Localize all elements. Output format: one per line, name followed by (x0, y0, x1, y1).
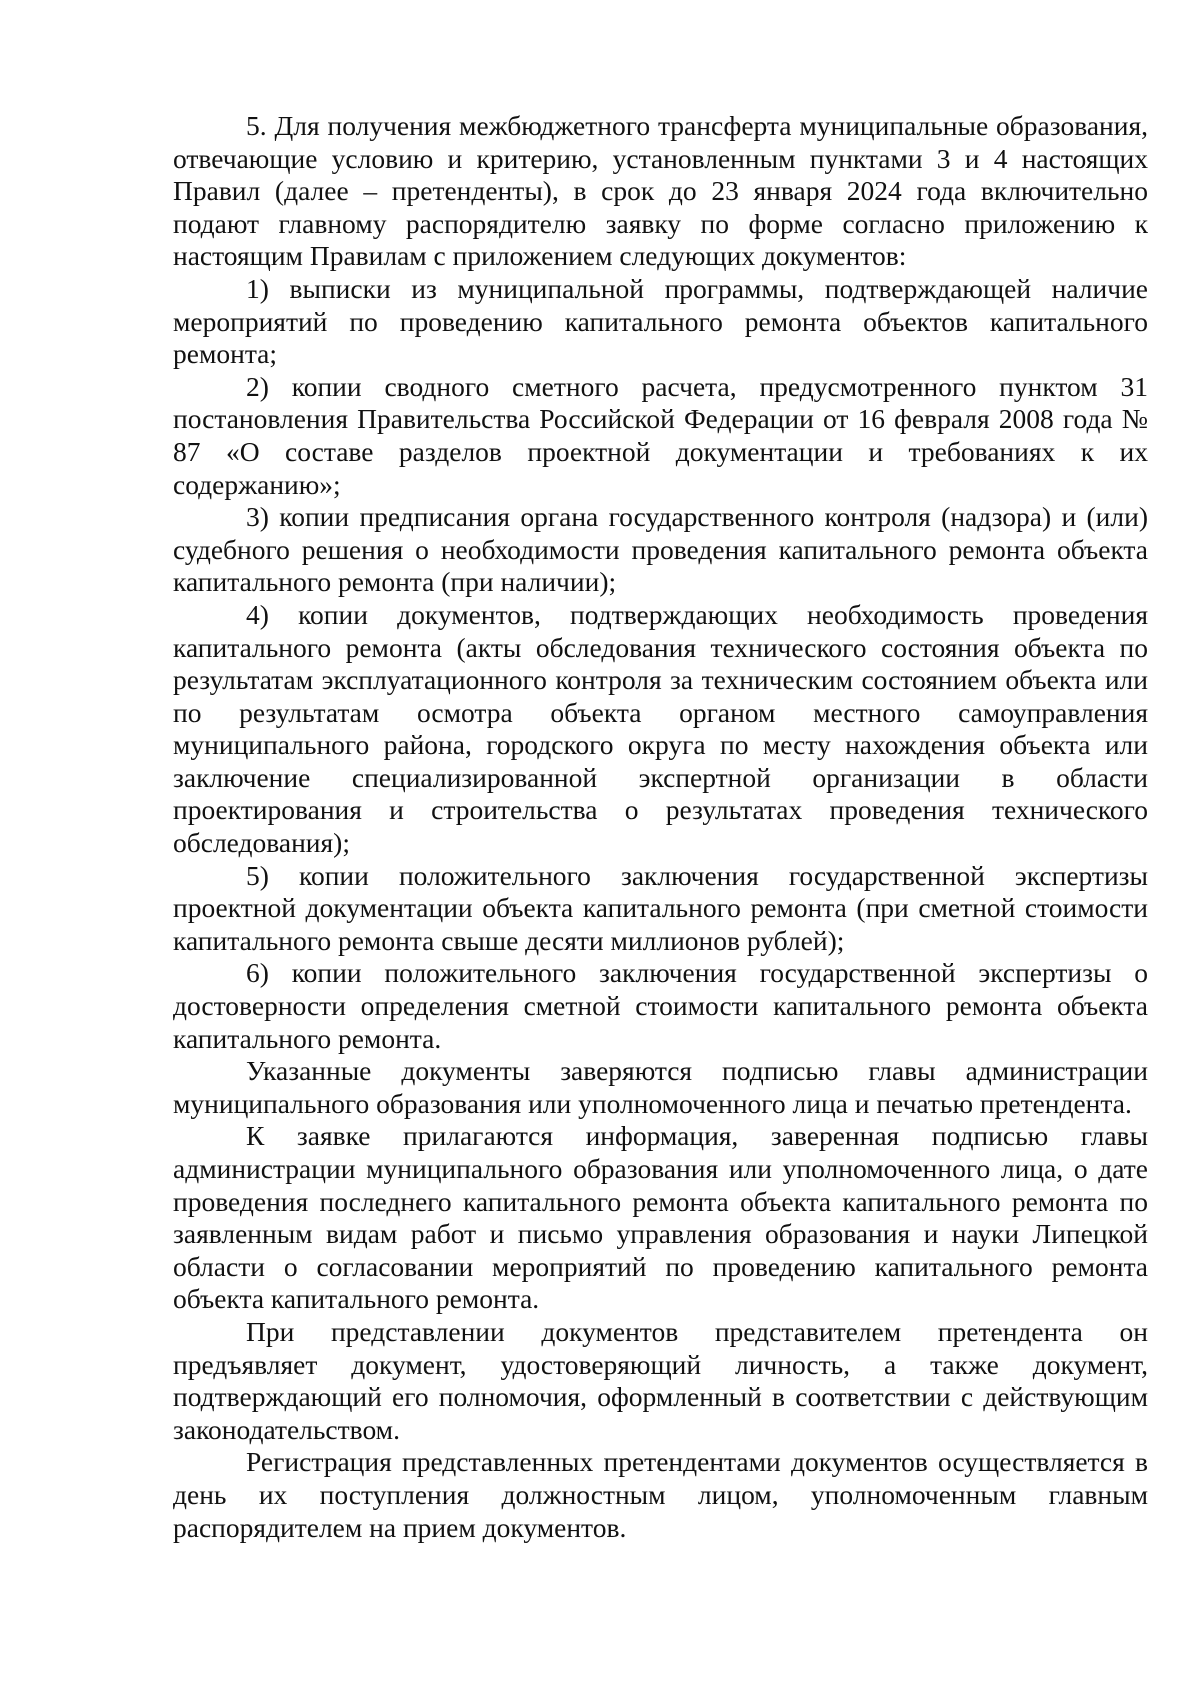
list-item-1: 1) выписки из муниципальной программы, подтверждающей наличие мероприятий по проведению капитального ремонта объектов капитального ремонта; (173, 272, 1148, 370)
list-item-5: 5) копии положительного заключения государственной экспертизы проектной документации объекта капитального ремонта (при сметной стоимости капитального ремонта свыше десяти миллионов рублей); (173, 859, 1148, 956)
list-item-4: 4) копии документов, подтверждающих необходимость проведения капитального ремонта (акты обследования технического состояния объекта по результатам эксплуатационного контроля за техническим состоянием объекта или по результатам осмотра объекта органом местного самоуправления муниципального района, городского округа по месту нахождения объекта или заключение специализированной экспертной организации в области проектирования и строительства о результатах проведения технического обследования); (173, 598, 1148, 859)
paragraph-registration: Регистрация представленных претендентами документов осуществляется в день их поступления должностным лицом, уполномоченным главным распорядителем на прием документов. (173, 1446, 1148, 1543)
list-item-3: 3) копии предписания органа государственного контроля (надзора) и (или) судебного решения о необходимости проведения капитального ремонта объекта капитального ремонта (при наличии); (173, 501, 1148, 598)
list-item-2: 2) копии сводного сметного расчета, предусмотренного пунктом 31 постановления Правительства Российской Федерации от 16 февраля 2008 года № 87 «О составе разделов проектной документации и требованиях к их содержанию»; (173, 370, 1148, 500)
list-item-6: 6) копии положительного заключения государственной экспертизы о достоверности определения сметной стоимости капитального ремонта объекта капитального ремонта. (173, 957, 1148, 1054)
paragraph-item-5-intro: 5. Для получения межбюджетного трансферта муниципальные образования, отвечающие условию и критерию, установленным пунктами 3 и 4 настоящих Правил (далее – претенденты), в срок до 23 января 2024 года включительно подают главному распорядителю заявку по форме согласно приложению к настоящим Правилам с приложением следующих документов: (173, 110, 1148, 272)
paragraph-certification: Указанные документы заверяются подписью главы администрации муниципального образования или уполномоченного лица и печатью претендента. (173, 1055, 1148, 1119)
paragraph-attachments: К заявке прилагаются информация, заверенная подписью главы администрации муниципального образования или уполномоченного лица, о дате проведения последнего капитального ремонта объекта капитального ремонта по заявленным видам работ и письмо управления образования и науки Липецкой области о согласовании мероприятий по проведению капитального ремонта объекта капитального ремонта. (173, 1120, 1148, 1315)
document-page (173, 110, 1148, 1544)
paragraph-representative: При представлении документов представителем претендента он предъявляет документ, удостоверяющий личность, а также документ, подтверждающий его полномочия, оформленный в соответствии с действующим законодательством. (173, 1315, 1148, 1445)
